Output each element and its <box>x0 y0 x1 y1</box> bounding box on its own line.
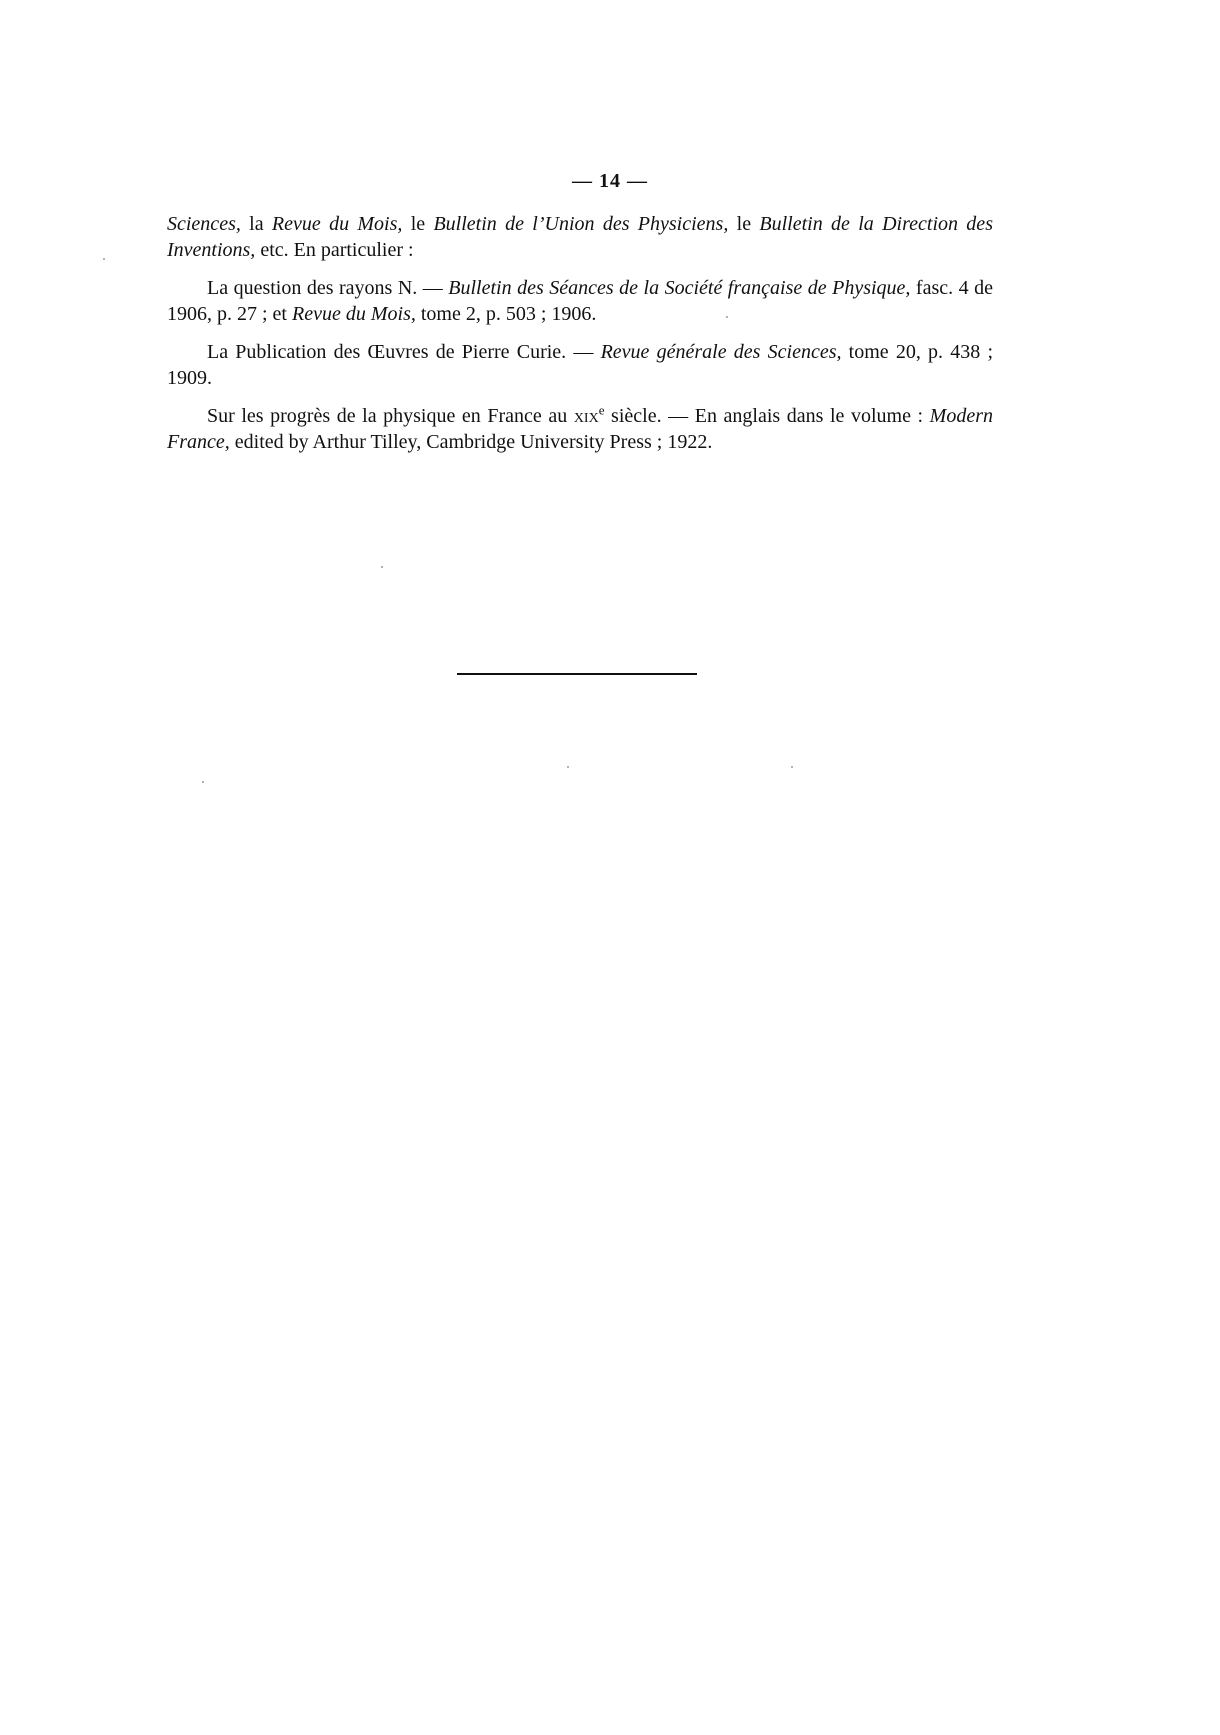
bibliography-entry-rayons-n <box>167 275 993 327</box>
scan-speck <box>103 258 105 260</box>
text-run: Sur les progrès de la physique en France au <box>207 405 574 427</box>
end-rule <box>457 673 697 675</box>
text-run: fasc. 4 de 1906, p. 27 ; et <box>167 277 993 325</box>
text-run: le <box>402 213 434 235</box>
bibliography-text <box>167 211 993 467</box>
text-run: Revue du Mois, <box>292 303 416 325</box>
text-run: Revue du Mois, <box>271 213 403 235</box>
bibliography-entry-oeuvres-curie <box>167 339 993 391</box>
text-run: Sciences, <box>167 213 241 235</box>
text-run: etc. En particulier : <box>255 239 414 261</box>
text-run: le <box>728 213 760 235</box>
text-run: tome 2, p. 503 ; 1906. <box>415 303 597 325</box>
text-run: edited by Arthur Tilley, Cambridge University Press ; 1922. <box>229 431 713 453</box>
text-run: la <box>240 213 272 235</box>
scan-speck <box>791 766 793 768</box>
scan-speck <box>726 316 728 318</box>
scan-speck <box>202 781 204 783</box>
bibliography-entry-progres-physique <box>167 403 993 455</box>
text-run: Bulletin des Séances de la Société française de Physique, <box>448 277 911 299</box>
page-number: — 14 — <box>572 170 648 192</box>
text-run: Bulletin de la Direction des Inventions, <box>167 213 993 261</box>
scan-speck <box>567 766 569 768</box>
scan-speck <box>381 566 383 568</box>
text-run: tome 20, p. 438 ; 1909. <box>167 341 993 389</box>
text-run: Revue générale des Sciences, <box>600 341 842 363</box>
text-run: Bulletin de l’Union des Physiciens, <box>433 213 729 235</box>
text-run: xix <box>573 405 599 427</box>
text-run: La question des rayons N. — <box>207 277 449 299</box>
text-run: siècle. — En anglais dans le volume : <box>604 405 930 427</box>
text-run: La Publication des Œuvres de Pierre Curie. — <box>207 341 601 363</box>
text-run-superscript: e <box>598 402 605 418</box>
paragraph-continuation <box>167 211 993 263</box>
text-run: Modern France, <box>167 405 993 453</box>
